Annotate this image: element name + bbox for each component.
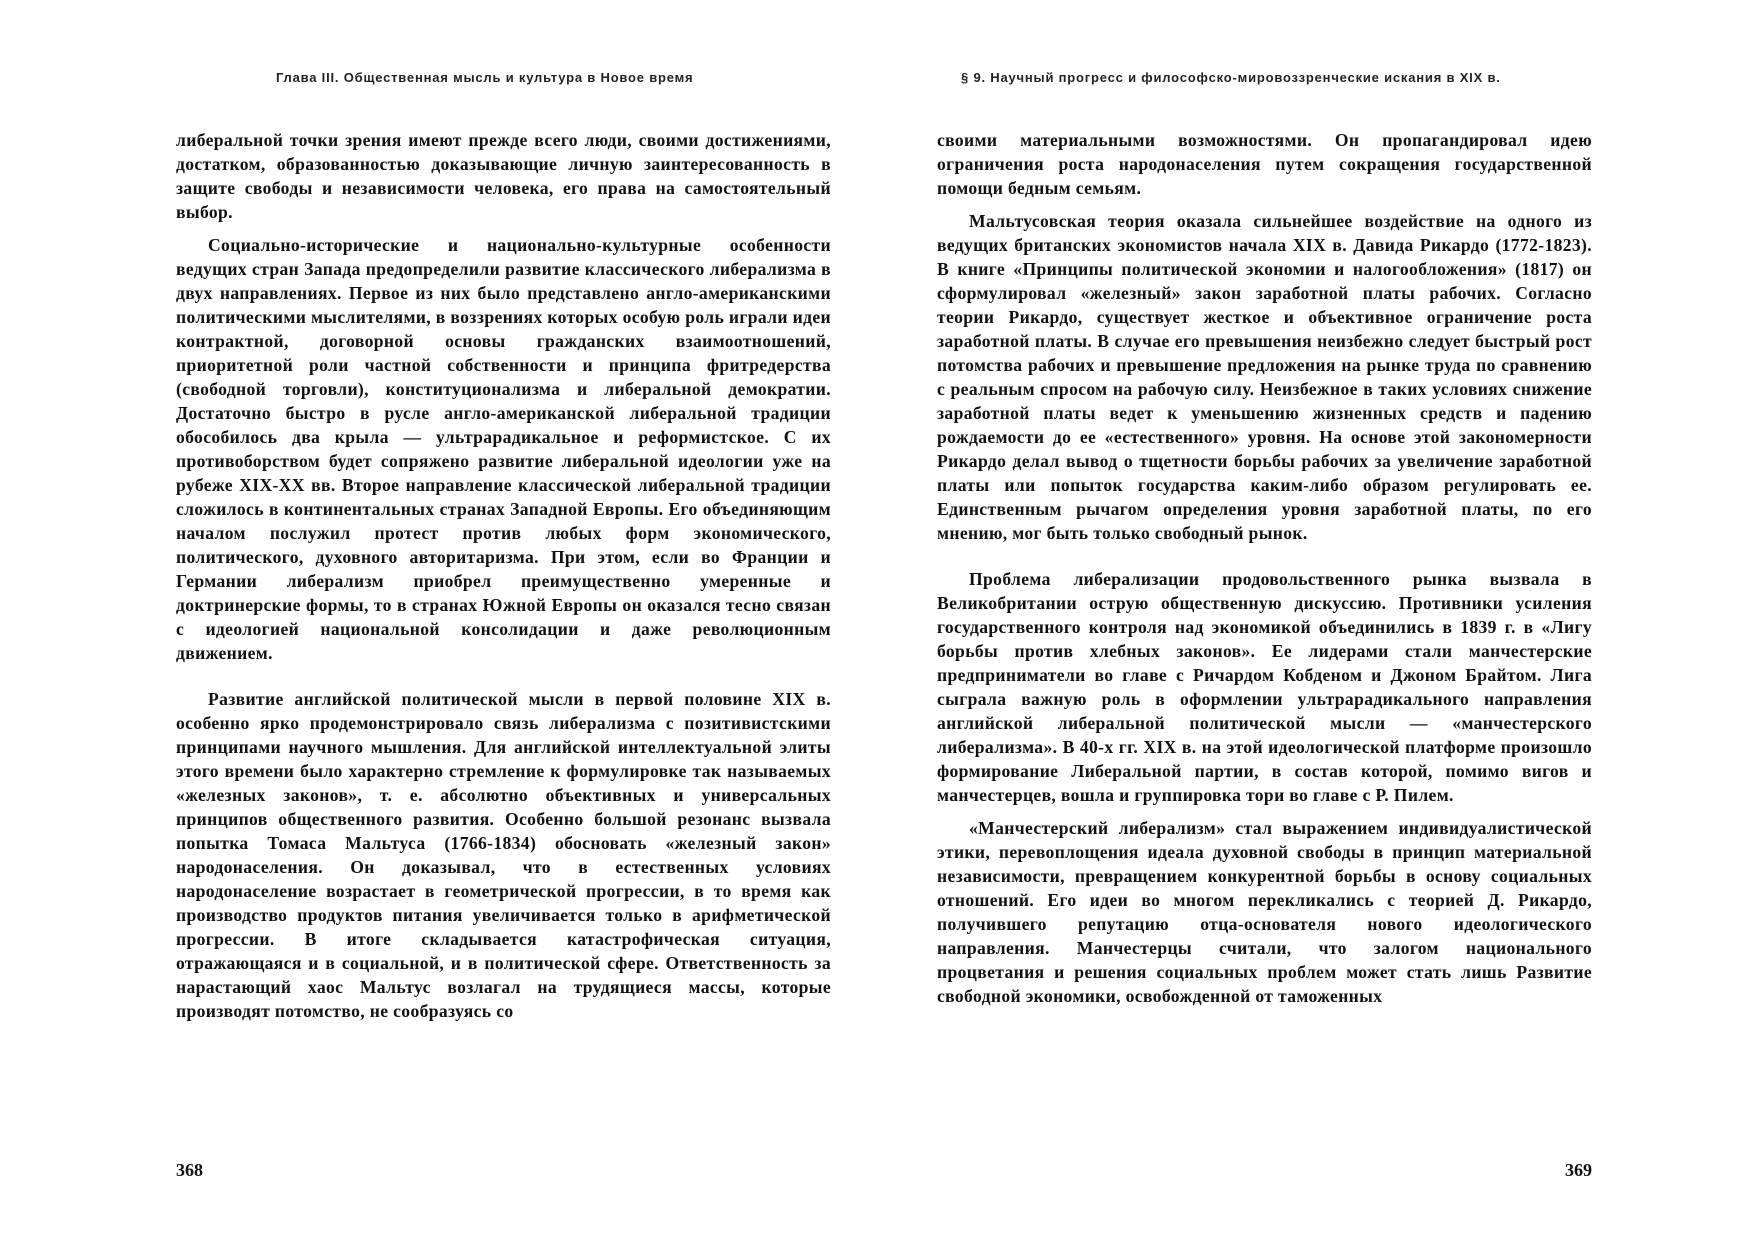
paragraph-left-3: Развитие английской политической мысли в первой половине XIX в. особенно ярко продемонстрировало связь либерализма с позитивистскими принципами научного мышления. Для английской интеллектуальной элиты этого времени было характерно стремление к формулировке так называемых «железных законов», т. е. абсолютно объективных и универсальных принципов общественного развития. Особенно большой резонанс вызвала попытка Томаса Мальтуса (1766-1834) обосновать «железный закон» народонаселения. Он доказывал, что в естественных условиях народонаселение возрастает в геометрической прогрессии, в то время как производство продуктов питания увеличивается только в арифметической прогрессии. В итоге складывается катастрофическая ситуация, отражающаяся и в социальной, и в политической сфере. Ответственность за нарастающий хаос Мальтус возлагал на трудящиеся массы, которые производят потомство, не сообразуясь со	[176, 689, 831, 1021]
paragraph-left-1: либеральной точки зрения имеют прежде всего люди, своими достижениями, достатком, образованностью доказывающие личную заинтересованность в защите свободы и независимости человека, его права на самостоятельный выбор.	[176, 130, 831, 222]
left-page-body	[176, 128, 831, 1023]
paragraph-right-2: Мальтусовская теория оказала сильнейшее воздействие на одного из ведущих британских экономистов начала XIX в. Давида Рикардо (1772-1823). В книге «Принципы политической экономии и налогообложения» (1817) он сформулировал «железный» закон заработной платы рабочих. Согласно теории Рикардо, существует жесткое и объективное ограничение роста заработной платы. В случае его превышения неизбежно следует быстрый рост потомства рабочих и превышение предложения на рынке труда по сравнению с реальным спросом на рабочую силу. Неизбежное в таких условиях снижение заработной платы ведет к уменьшению жизненных средств и падению рождаемости до ее «естественного» уровня. На основе этой закономерности Рикардо делал вывод о тщетности борьбы рабочих за увеличение заработной платы или попыток государства каким-либо образом регулировать ее. Единственным рычагом определения уровня заработной платы, по его мнению, мог быть только свободный рынок.	[937, 211, 1592, 543]
running-head-left: Глава III. Общественная мысль и культура в Новое время	[276, 70, 694, 85]
paragraph-right-3: Проблема либерализации продовольственного рынка вызвала в Великобритании острую общественную дискуссию. Противники усиления государственного контроля над экономикой объединились в 1839 г. в «Лигу борьбы против хлебных законов». Ее лидерами стали манчестерские предприниматели во главе с Ричардом Кобденом и Джоном Брайтом. Лига сыграла важную роль в оформлении ультрарадикального направления английской либеральной политической мысли — «манчестерского либерализма». В 40-х гг. XIX в. на этой идеологической платформе произошло формирование Либеральной партии, в состав которой, помимо вигов и манчестерцев, вошла и группировка тори во главе с Р. Пилем.	[937, 569, 1592, 805]
page-number-left: 368	[176, 1160, 203, 1180]
page-number-right: 369	[1565, 1160, 1592, 1180]
running-head-right: § 9. Научный прогресс и философско-мировоззренческие искания в XIX в.	[961, 70, 1501, 85]
right-page	[877, 0, 1754, 1239]
right-page-body	[937, 128, 1592, 1008]
paragraph-left-2: Социально-исторические и национально-культурные особенности ведущих стран Запада предопределили развитие классического либерализма в двух направлениях. Первое из них было представлено англо-американскими политическими мыслителями, в воззрениях которых особую роль играли идеи контрактной, договорной основы гражданских взаимоотношений, приоритетной роли частной собственности и принципа фритредерства (свободной торговли), конституционализма и либеральной демократии. Достаточно быстро в русле англо-американской либеральной традиции обособилось два крыла — ультрарадикальное и реформистское. С их противоборством будет сопряжено развитие либеральной идеологии уже на рубеже XIX-XX вв. Второе направление классической либеральной традиции сложилось в континентальных странах Западной Европы. Его объединяющим началом послужил протест против любых форм экономического, политического, духовного авторитаризма. При этом, если во Франции и Германии либерализм приобрел преимущественно умеренные и доктринерские формы, то в странах Южной Европы он оказался тесно связан с идеологией национальной консолидации и даже революционным движением.	[176, 235, 831, 663]
paragraph-right-4: «Манчестерский либерализм» стал выражением индивидуалистической этики, перевоплощения идеала духовной свободы в принцип материальной независимости, превращением конкурентной борьбы в основу социальных отношений. Его идеи во многом перекликались с теорией Д. Рикардо, получившего репутацию отца-основателя нового идеологического направления. Манчестерцы считали, что залогом национального процветания и решения социальных проблем может стать лишь Развитие свободной экономики, освобожденной от таможенных	[937, 818, 1592, 1006]
paragraph-right-1: своими материальными возможностями. Он пропагандировал идею ограничения роста народонаселения путем сокращения государственной помощи бедным семьям.	[937, 130, 1592, 198]
